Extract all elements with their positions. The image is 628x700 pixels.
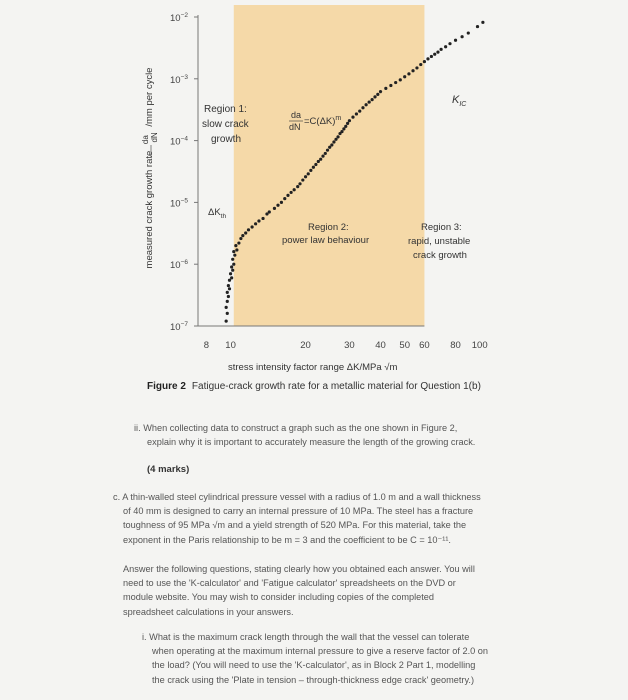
data-point [232, 263, 235, 266]
x-tick-label: 60 [419, 340, 430, 351]
data-point [330, 143, 333, 146]
threshold-label-base: ΔK [208, 207, 221, 218]
y-axis-label-suffix: /mm per cycle [144, 67, 155, 127]
data-point [257, 219, 260, 222]
equation-exponent: m [335, 115, 342, 122]
marks-label: (4 marks) [147, 464, 190, 475]
y-tick-label-base: 10 [170, 13, 181, 24]
data-point [321, 155, 324, 158]
y-tick-label-exponent: −2 [180, 12, 188, 19]
x-tick-label: 30 [344, 340, 355, 351]
data-point [332, 140, 335, 143]
data-point [227, 284, 230, 287]
y-tick-label [170, 12, 188, 24]
data-point [293, 188, 296, 191]
data-point [290, 191, 293, 194]
data-point [440, 48, 443, 51]
question-i-line: the crack using the 'Plate in tension – through-thickness edge crack' geometry.) [152, 674, 475, 685]
data-point [304, 175, 307, 178]
data-point [433, 53, 436, 56]
data-point [233, 254, 236, 257]
x-tick-label: 40 [375, 340, 386, 351]
data-point [298, 182, 301, 185]
data-point [348, 119, 351, 122]
y-tick-label-exponent: −5 [180, 197, 188, 205]
y-axis-label-prefix: measured crack growth rate [144, 150, 155, 269]
instructions-line: Answer the following questions, stating clearly how you obtained each answer. You will [123, 564, 475, 574]
region2-label-line2: power law behaviour [282, 235, 370, 246]
data-point [268, 210, 271, 213]
data-point [326, 149, 329, 152]
data-point [426, 57, 429, 60]
figure-caption-label: Figure 2 [147, 381, 186, 392]
data-point [273, 207, 276, 210]
data-point [241, 234, 244, 237]
question-c-line: of 40 mm is designed to carry an internal pressure of 10 MPa. The steel has a fracture [123, 506, 474, 517]
data-point [371, 98, 374, 101]
question-ii-line: ii. When collecting data to construct a graph such as the one shown in Figure 2, [134, 423, 458, 433]
data-point [351, 116, 354, 119]
x-tick-label: 100 [471, 340, 488, 351]
y-tick-label-base: 10 [170, 136, 181, 148]
data-point [324, 152, 327, 155]
region3-label-line2: rapid, unstable [408, 236, 471, 247]
data-point [309, 169, 312, 172]
y-tick-label [170, 136, 188, 148]
x-tick-group [204, 340, 488, 351]
data-point [373, 95, 376, 98]
data-point [317, 160, 320, 163]
data-point [301, 178, 304, 181]
data-point [361, 106, 364, 109]
region1-label-line1: Region 1: [204, 104, 247, 115]
data-point [280, 201, 283, 204]
y-tick-label-base: 10 [170, 198, 181, 210]
data-point [314, 163, 317, 166]
question-c-line: toughness of 95 MPa √m and a yield strength of 520 MPa. For this material, take the [123, 520, 467, 531]
data-point [286, 194, 289, 197]
data-point [247, 228, 250, 231]
data-point [448, 42, 451, 45]
data-point [467, 31, 470, 34]
region3-label-line1: Region 3: [421, 222, 462, 233]
y-tick-label [170, 259, 188, 271]
y-axis-label [140, 68, 160, 269]
data-point [296, 185, 299, 188]
y-tick-label-base: 10 [170, 322, 181, 333]
data-point [399, 78, 402, 81]
y-tick-label-exponent: −3 [180, 73, 188, 81]
question-ii [134, 421, 475, 449]
instructions [123, 562, 475, 619]
data-point [376, 93, 379, 96]
data-point [276, 204, 279, 207]
y-tick-label [170, 74, 188, 86]
question-c [113, 490, 481, 547]
kic-label-base: K [452, 94, 460, 106]
data-point [229, 272, 232, 275]
data-point [225, 306, 228, 309]
data-point [254, 222, 257, 225]
data-point [227, 295, 230, 298]
data-point [226, 291, 229, 294]
question-i-line: the load? (You will need to use the 'K-calculator', as in Block 2 Part 1, modelling [152, 660, 476, 671]
data-point [403, 75, 406, 78]
data-point [319, 158, 322, 161]
y-tick-label-exponent: −7 [180, 321, 188, 328]
data-point [336, 135, 339, 138]
data-point [230, 276, 233, 279]
data-point [419, 63, 422, 66]
data-point [228, 279, 231, 282]
data-point [394, 81, 397, 84]
instructions-line: module website. You may wish to consider including copies of the completed [123, 592, 435, 603]
data-point [379, 90, 382, 93]
data-point [411, 69, 414, 72]
data-point [232, 250, 235, 253]
y-axis-label-frac-num: da [141, 135, 150, 145]
data-point [239, 237, 242, 240]
figure-caption-text: Fatigue-crack growth rate for a metallic material for Question 1(b) [191, 381, 481, 392]
kic-label [452, 94, 467, 108]
data-point [231, 258, 234, 261]
y-tick-label-base: 10 [170, 74, 181, 86]
data-point [346, 122, 349, 125]
y-tick-label-exponent: −6 [180, 259, 188, 267]
equation-frac-den: dN [289, 122, 301, 132]
data-point [415, 66, 418, 69]
data-point [444, 45, 447, 48]
question-i-line: i. What is the maximum crack length through the wall that the vessel can tolerate [142, 632, 470, 642]
threshold-label [208, 207, 226, 220]
x-tick-label: 8 [203, 340, 210, 351]
region1-label-line2: slow crack [202, 119, 249, 130]
data-point [384, 87, 387, 90]
data-point [340, 130, 343, 133]
question-i-line: when operating at the maximum internal pressure to give a reserve factor of 2.0 on [152, 646, 489, 657]
data-point [226, 300, 229, 303]
data-point [355, 112, 358, 115]
y-tick-label [170, 197, 188, 209]
kic-label-sub: IC [459, 101, 467, 108]
question-c-line: exponent in the Paris relationship to be m = 3 and the coefficient to be C = 10⁻¹¹. [123, 534, 451, 545]
x-tick-label: 80 [450, 340, 461, 351]
data-point [228, 287, 231, 290]
data-point [225, 320, 228, 323]
data-point [334, 138, 337, 141]
region2-label-line1: Region 2: [308, 222, 349, 233]
x-tick-label: 20 [300, 340, 311, 351]
data-point [389, 84, 392, 87]
data-point [230, 265, 233, 268]
instructions-line: need to use the 'K-calculator' and 'Fatigue calculator' spreadsheets on the DVD or [123, 578, 456, 589]
data-point [436, 51, 439, 54]
data-point [461, 35, 464, 38]
equation-frac-num: da [291, 110, 302, 120]
instructions-line: spreadsheet calculations in your answers. [123, 606, 294, 617]
region1-label-line3: growth [211, 134, 242, 145]
x-tick-label: 50 [399, 340, 410, 351]
y-tick-label-exponent: −4 [180, 135, 188, 143]
data-point [430, 55, 433, 58]
data-point [407, 72, 410, 75]
y-tick-group [170, 12, 198, 333]
data-point [423, 60, 426, 63]
power-law-region-shading [234, 5, 425, 326]
data-point [250, 225, 253, 228]
y-tick-label [170, 321, 188, 333]
data-point [312, 166, 315, 169]
figure-caption [147, 381, 481, 392]
data-point [226, 312, 229, 315]
region3-label-line3: crack growth [413, 250, 467, 261]
x-axis-label: stress intensity factor range ΔK/MPa √m [228, 362, 398, 373]
data-point [244, 231, 247, 234]
data-point [344, 125, 347, 128]
data-point [231, 269, 234, 272]
data-point [283, 197, 286, 200]
data-point [235, 248, 238, 251]
data-point [358, 110, 361, 113]
y-axis-label-frac-den: dN [150, 132, 159, 143]
data-point [365, 103, 368, 106]
data-point [481, 21, 484, 24]
data-point [307, 172, 310, 175]
question-c-line: c. A thin-walled steel cylindrical pressure vessel with a radius of 1.0 m and a wall thickness [113, 492, 481, 502]
y-tick-label-base: 10 [170, 260, 181, 272]
data-point [476, 25, 479, 28]
data-point [237, 241, 240, 244]
x-tick-label: 10 [225, 340, 236, 351]
question-i [142, 630, 488, 687]
data-point [454, 39, 457, 42]
question-ii-line: explain why it is important to accurately measure the length of the growing crack. [147, 437, 476, 448]
threshold-label-sub: th [220, 213, 227, 220]
data-point [261, 217, 264, 220]
data-point [234, 244, 237, 247]
equation-rhs-text: =C(ΔK) [304, 116, 336, 127]
data-point [368, 100, 371, 103]
